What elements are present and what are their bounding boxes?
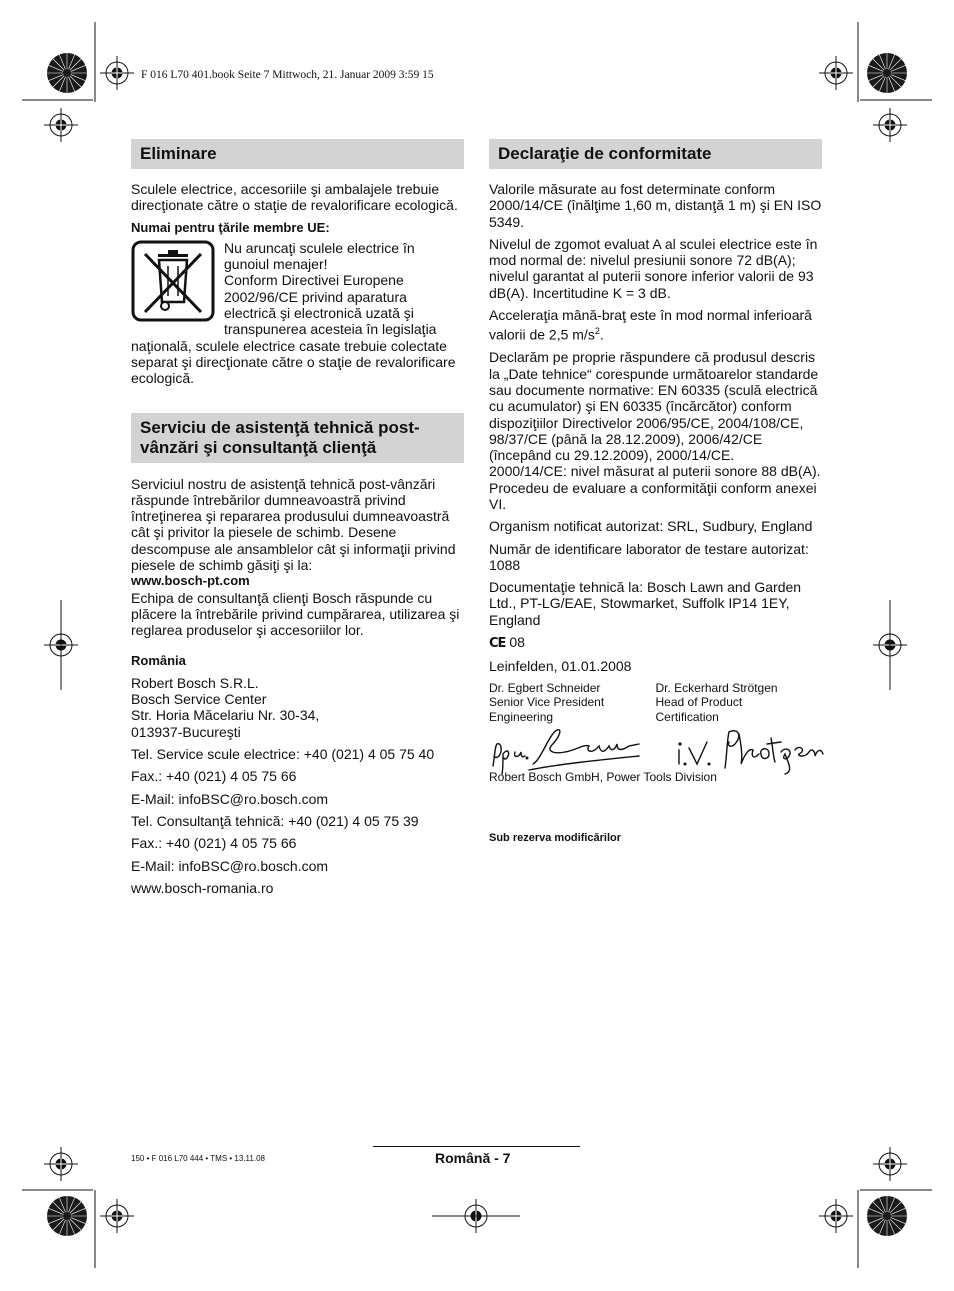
signatory-title: Certification xyxy=(655,709,719,724)
contact-email[interactable]: E-Mail: infoBSC@ro.bosch.com xyxy=(131,857,329,874)
contact-tel-service: Tel. Service scule electrice: +40 (021) 4 05 75 40 xyxy=(131,746,435,763)
lab-id: Număr de identificare laborator de testare autorizat: 1088 xyxy=(489,540,809,573)
company-line: Robert Bosch GmbH, Power Tools Division xyxy=(489,770,717,785)
disposal-block xyxy=(131,240,464,338)
declaration-2000-14: 2000/14/CE: nivel măsurat al puterii sonore 88 dB(A). Procedeu de evaluare a conformităţii conform anexei VI. xyxy=(489,463,821,512)
ce-mark-icon: CE xyxy=(489,636,506,652)
technical-docs: Documentaţie tehnică la: Bosch Lawn and Garden Ltd., PT-LG/EAE, Stowmarket, Suffolk IP14 1EY, England xyxy=(489,579,802,628)
declaration-noise: Nivelul de zgomot evaluat A al sculei electrice este în mod normal de: nivelul presiunii sonore 72 dB(A); nivelul garantat al puterii sonore inferior valorii de 93 dB(A). Incertitudine K = 3 dB. xyxy=(489,235,818,301)
contact-tel-consulting: Tel. Consultanţă tehnică: +40 (021) 4 05 75 39 xyxy=(131,812,419,829)
heading-declaration: Declaraţie de conformitate xyxy=(489,139,822,169)
declaration-p1: Valorile măsurate au fost determinate conform 2000/14/CE (înălţime 1,60 m, distanţă 1 m) şi EN ISO 5349. xyxy=(489,181,822,230)
eu-only-label: Numai pentru ţările membre UE: xyxy=(131,219,330,235)
disposal-text-rest: naţională, sculele electrice casate trebuie colectate separat şi direcţionate către o staţie de revalorificare ecologică. xyxy=(131,337,456,387)
declaration-vibration xyxy=(489,307,822,343)
eliminare-intro: Sculele electrice, accesoriile şi ambalajele trebuie direcţionate către o staţie de revalorificare ecologică. xyxy=(131,181,458,214)
signatory-title: Head of Product xyxy=(655,695,743,710)
reserve-note: Sub rezerva modificărilor xyxy=(489,831,622,844)
signatory-title: Engineering xyxy=(489,709,554,724)
disposal-text-line: transpunerea acesteia în legislaţia xyxy=(224,321,437,338)
footer-rule xyxy=(373,1146,580,1147)
service-url-link[interactable]: www.bosch-pt.com xyxy=(131,573,250,589)
notified-body: Organism notificat autorizat: SRL, Sudbury, England xyxy=(489,518,813,535)
disposal-text-line: Conform Directivei Europene xyxy=(224,272,404,289)
signatory-name: Dr. Eckerhard Strötgen xyxy=(655,680,778,695)
ce-year: 08 xyxy=(509,634,525,651)
declaration-standards: Declarăm pe proprie răspundere că produsul descris la „Date tehnice“ corespunde următoarelor standarde sau documente normative: EN 60335 (sculă electrică cu acumulator) şi EN 60335 (încărcător) conform dispoziţiilor Directivelor 2006/95/CE, 2004/108/CE, 98/37/CE (până la 28.12.2009), 2006/42/CE (începând cu 29.12.2009), 2000/14/CE. xyxy=(489,349,819,464)
ce-line xyxy=(489,634,822,652)
service-intro: Serviciul nostru de asistenţă tehnică post-vânzări răspunde întrebărilor dumneavoastră privind întreţinerea şi repararea produsului dumneavoastră cât şi privitor la piesele de schimb. Desene descompuse ale ansamblelor cât şi informaţii privind piesele de schimb găsiţi şi la: xyxy=(131,475,456,574)
left-column xyxy=(131,139,464,896)
disposal-text-line: 2002/96/CE privind aparatura xyxy=(224,288,407,305)
heading-eliminare: Eliminare xyxy=(131,139,464,169)
website-link[interactable]: www.bosch-romania.ro xyxy=(131,879,274,896)
footer-print-code: 150 • F 016 L70 444 • TMS • 13.11.08 xyxy=(131,1154,265,1163)
signatories xyxy=(489,681,822,725)
vibration-text: Acceleraţia mână-braţ este în mod normal inferioară valorii de 2,5 m/s xyxy=(489,307,812,344)
signatures xyxy=(489,724,822,776)
signatory-title: Senior Vice President xyxy=(489,695,605,710)
page-number: Română - 7 xyxy=(435,1150,511,1166)
disposal-text-line: Nu aruncaţi sculele electrice în xyxy=(224,239,415,256)
contact-fax: Fax.: +40 (021) 4 05 75 66 xyxy=(131,835,297,852)
contact-fax: Fax.: +40 (021) 4 05 75 66 xyxy=(131,768,297,785)
address-line: Str. Horia Măcelariu Nr. 30-34, xyxy=(131,707,320,724)
crossed-bin-icon xyxy=(131,240,215,324)
print-slug: F 016 L70 401.book Seite 7 Mittwoch, 21. Januar 2009 3:59 15 xyxy=(141,69,434,81)
address-line: Robert Bosch S.R.L. xyxy=(131,674,259,691)
signature-images xyxy=(489,724,829,776)
contact-email[interactable]: E-Mail: infoBSC@ro.bosch.com xyxy=(131,790,329,807)
right-column xyxy=(489,139,822,846)
vibration-sup: 2 xyxy=(594,326,600,337)
address-line: Bosch Service Center xyxy=(131,691,267,708)
disposal-text-line: electrică şi electronică uzată şi xyxy=(224,305,414,322)
signatory-name: Dr. Egbert Schneider xyxy=(489,680,601,695)
vibration-end: . xyxy=(599,327,604,344)
address-line: 013937-Bucureşti xyxy=(131,723,241,740)
disposal-text-line: gunoiul menajer! xyxy=(224,256,328,273)
place-date: Leinfelden, 01.01.2008 xyxy=(489,658,632,675)
country-heading: România xyxy=(131,652,186,668)
service-consulting: Echipa de consultanţă clienţi Bosch răspunde cu plăcere la întrebările privind cumpărarea, utilizarea şi reglarea produselor şi accesoriilor lor. xyxy=(131,589,460,639)
heading-service: Serviciu de asistenţă tehnică post-vânzări şi consultanţă clienţă xyxy=(131,413,464,463)
